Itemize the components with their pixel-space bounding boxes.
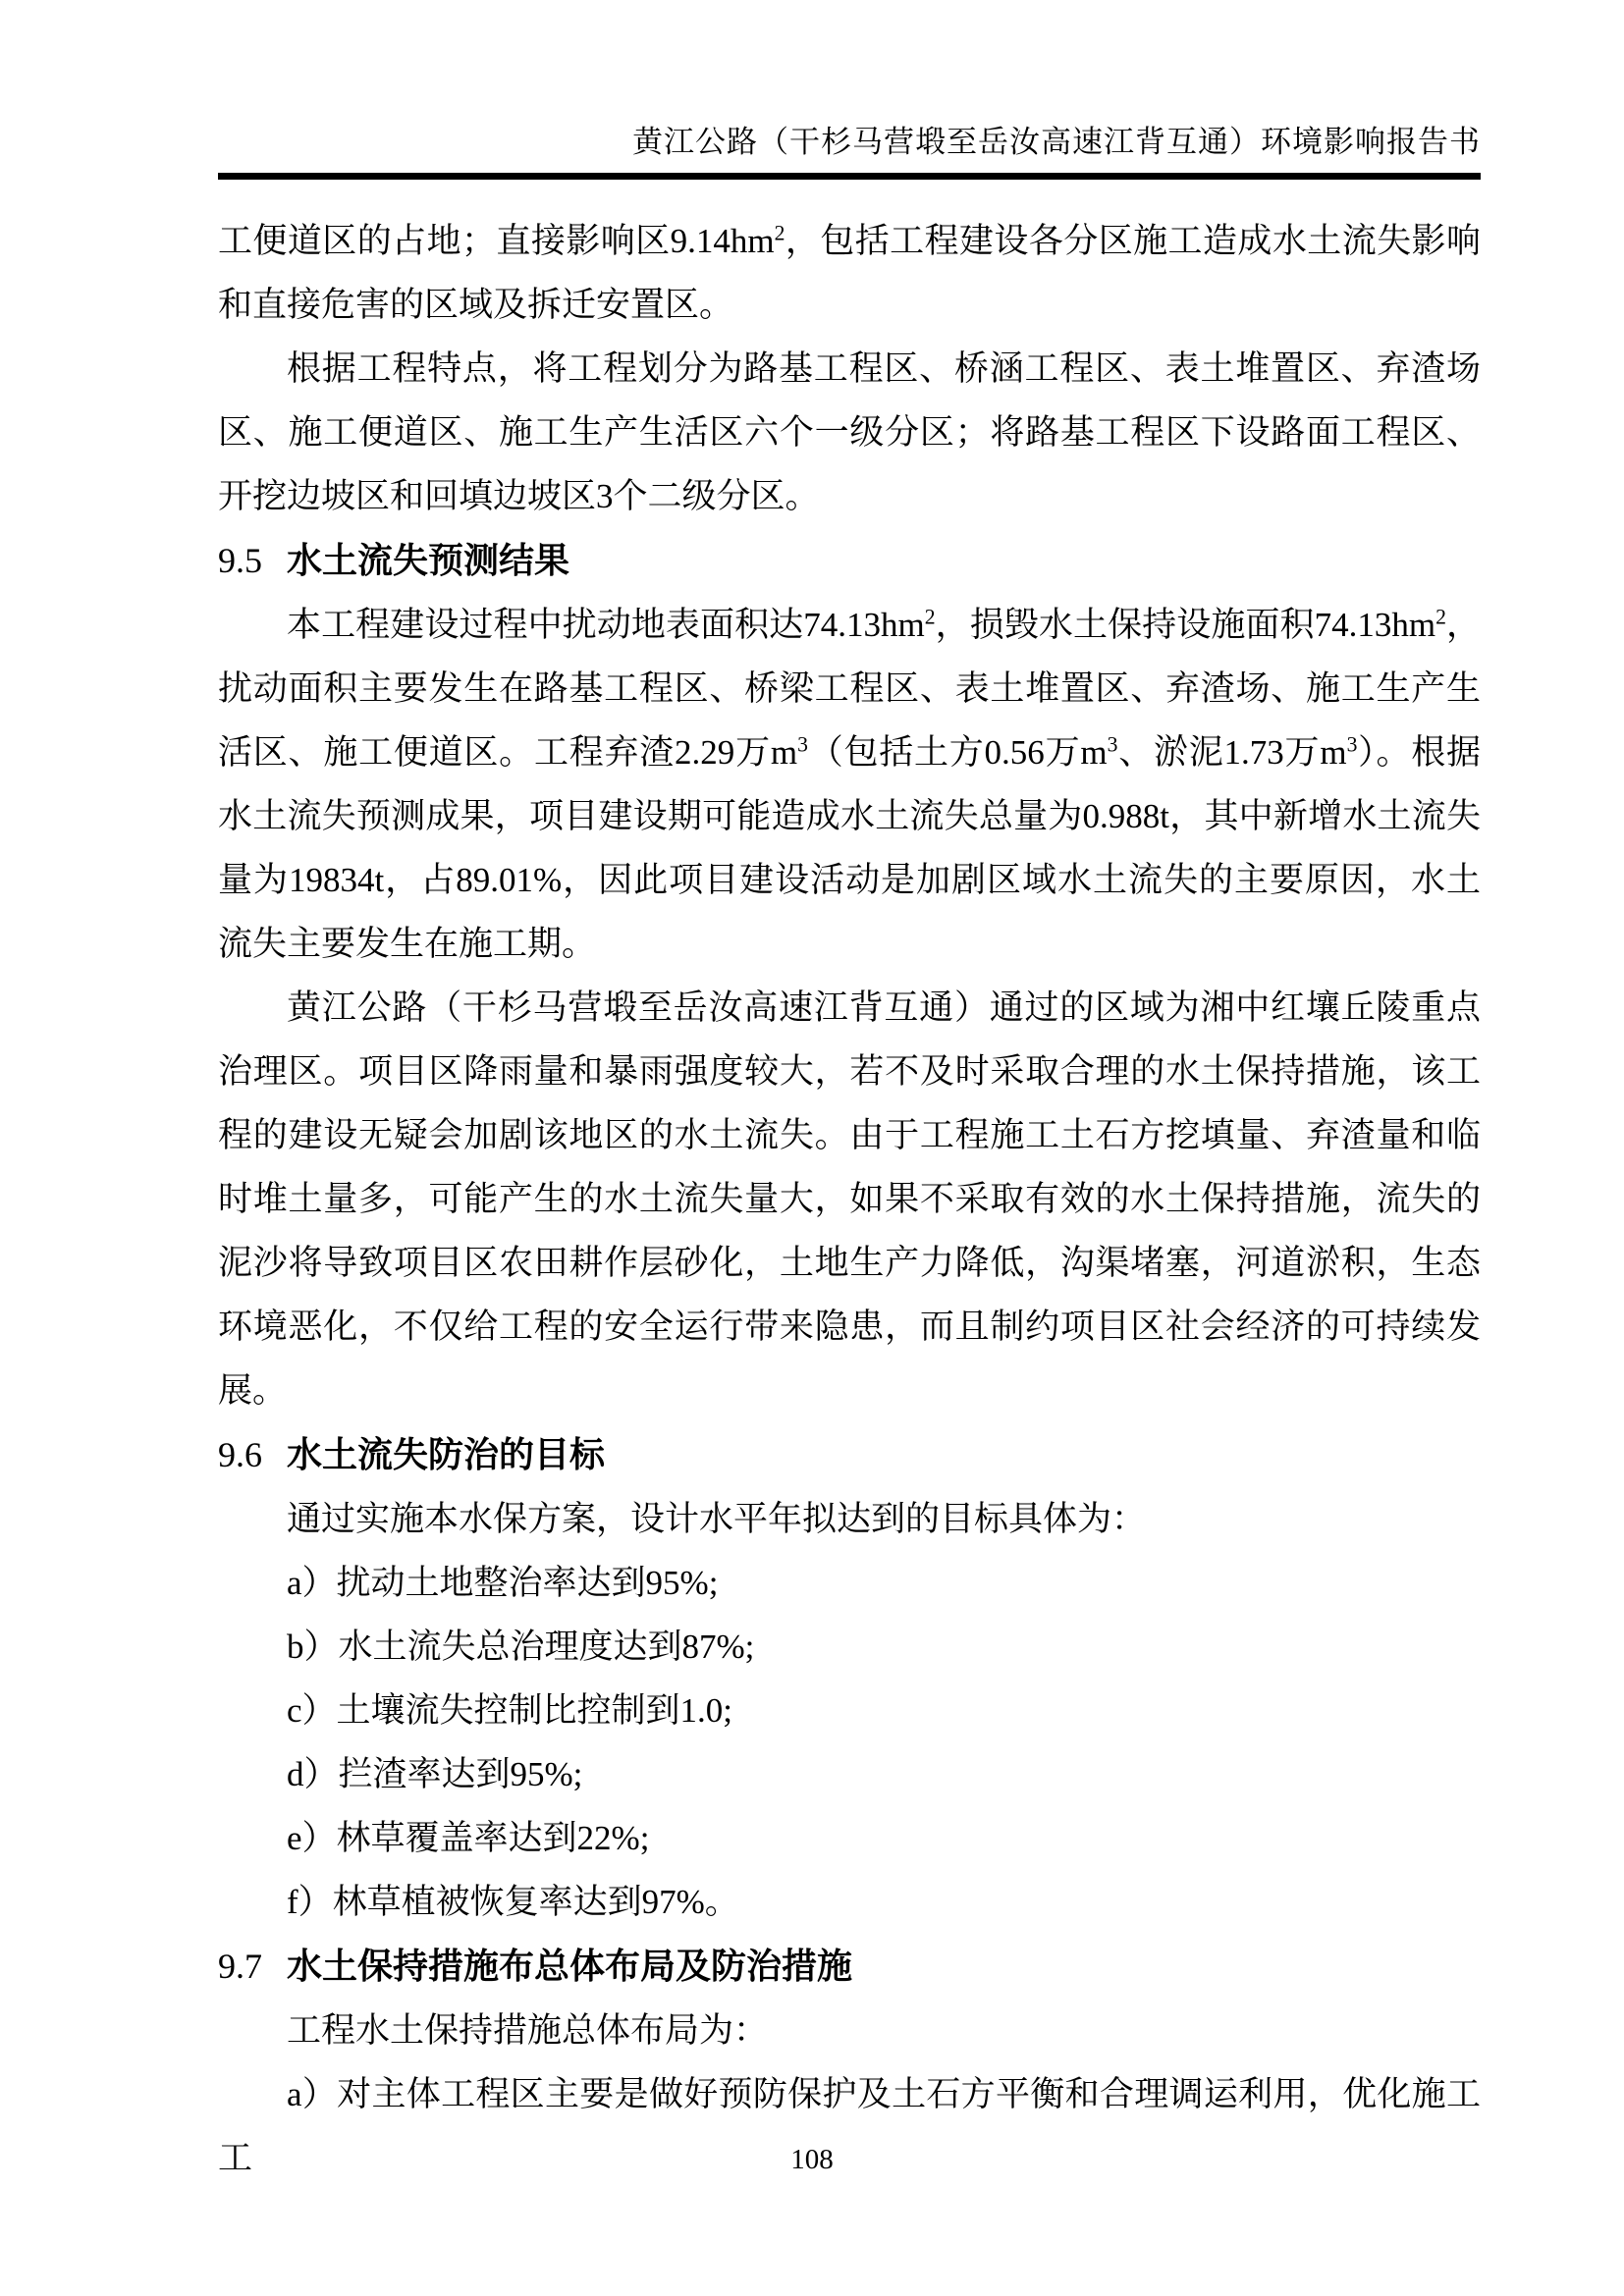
document-body xyxy=(218,209,1481,2190)
section-heading-9-6 xyxy=(218,1422,1481,1487)
goal-item-d: d）拦渣率达到95%; xyxy=(287,1755,583,1793)
paragraph-region: 黄江公路（干杉马营塅至岳汝高速江背互通）通过的区域为湘中红壤丘陵重点治理区。项目区降雨量和暴雨强度较大，若不及时采取合理的水土保持措施，该工程的建设无疑会加剧该地区的水土流失。由于工程施工土石方挖填量、弃渣量和临时堆土量多，可能产生的水土流失量大，如果不采取有效的水土保持措施，流失的泥沙将导致项目区农田耕作层砂化，土地生产力降低，沟渠堵塞，河道淤积，生态环境恶化，不仅给工程的安全运行带来隐患，而且制约项目区社会经济的可持续发展。 xyxy=(218,988,1481,1410)
paragraph-direct-impact: 工便道区的占地；直接影响区$9.14hm^2$，包括工程建设各分区施工造成水土流失影响和直接危害的区域及拆迁安置区。 xyxy=(218,221,1481,324)
section-number: 9.6 xyxy=(218,1435,262,1474)
paragraph-goals-intro: 通过实施本水保方案，设计水平年拟达到的目标具体为： xyxy=(287,1500,1147,1538)
section-number: 9.7 xyxy=(218,1947,262,1986)
content-column xyxy=(218,0,1481,2190)
section-heading-9-5 xyxy=(218,528,1481,593)
goal-item-c: c）土壤流失控制比控制到1.0; xyxy=(287,1691,733,1730)
section-title: 水土流失防治的目标 xyxy=(287,1434,606,1474)
paragraph-prediction: 本工程建设过程中扰动地表面积达$74.13hm^2$，损毁水土保持设施面积$74.13hm^2$，扰动面积主要发生在路基工程区、桥梁工程区、表土堆置区、弃渣场、施工生产生活区、施工便道区。工程弃渣2.29万$m^3$（包括土方0.56万$m^3$、淤泥1.73万$m^3$）。根据水土流失预测成果，项目建设期可能造成水土流失总量为0.988t，其中新增水土流失量为19834t，占89.01%，因此项目建设活动是加剧区域水土流失的主要原因，水土流失主要发生在施工期。 xyxy=(218,605,1481,963)
section-heading-9-7 xyxy=(218,1934,1481,1999)
goal-item-e: e）林草覆盖率达到22%; xyxy=(287,1819,650,1857)
goal-item-f: f）林草植被恢复率达到97%。 xyxy=(287,1883,739,1921)
goal-item-b: b）水土流失总治理度达到87%; xyxy=(287,1628,755,1666)
paragraph-zoning: 根据工程特点，将工程划分为路基工程区、桥涵工程区、表土堆置区、弃渣场区、施工便道区、施工生产生活区六个一级分区；将路基工程区下设路面工程区、开挖边坡区和回填边坡区3个二级分区。 xyxy=(218,349,1481,515)
section-title: 水土保持措施布总体布局及防治措施 xyxy=(287,1946,853,1986)
page-footer xyxy=(0,2142,1624,2177)
goal-item-a: a）扰动土地整治率达到95%; xyxy=(287,1564,719,1602)
section-title: 水土流失预测结果 xyxy=(287,540,570,580)
paragraph-layout-item-a: a）对主体工程区主要是做好预防保护及土石方平衡和合理调运利用，优化施工工 xyxy=(218,2075,1481,2177)
header-title: 黄江公路（干杉马营塅至岳汝高速江背互通）环境影响报告书 xyxy=(632,125,1481,159)
page-header xyxy=(218,0,1481,180)
section-number: 9.5 xyxy=(218,541,262,580)
paragraph-layout-intro: 工程水土保持措施总体布局为： xyxy=(287,2011,769,2050)
page-number: 108 xyxy=(790,2144,834,2175)
